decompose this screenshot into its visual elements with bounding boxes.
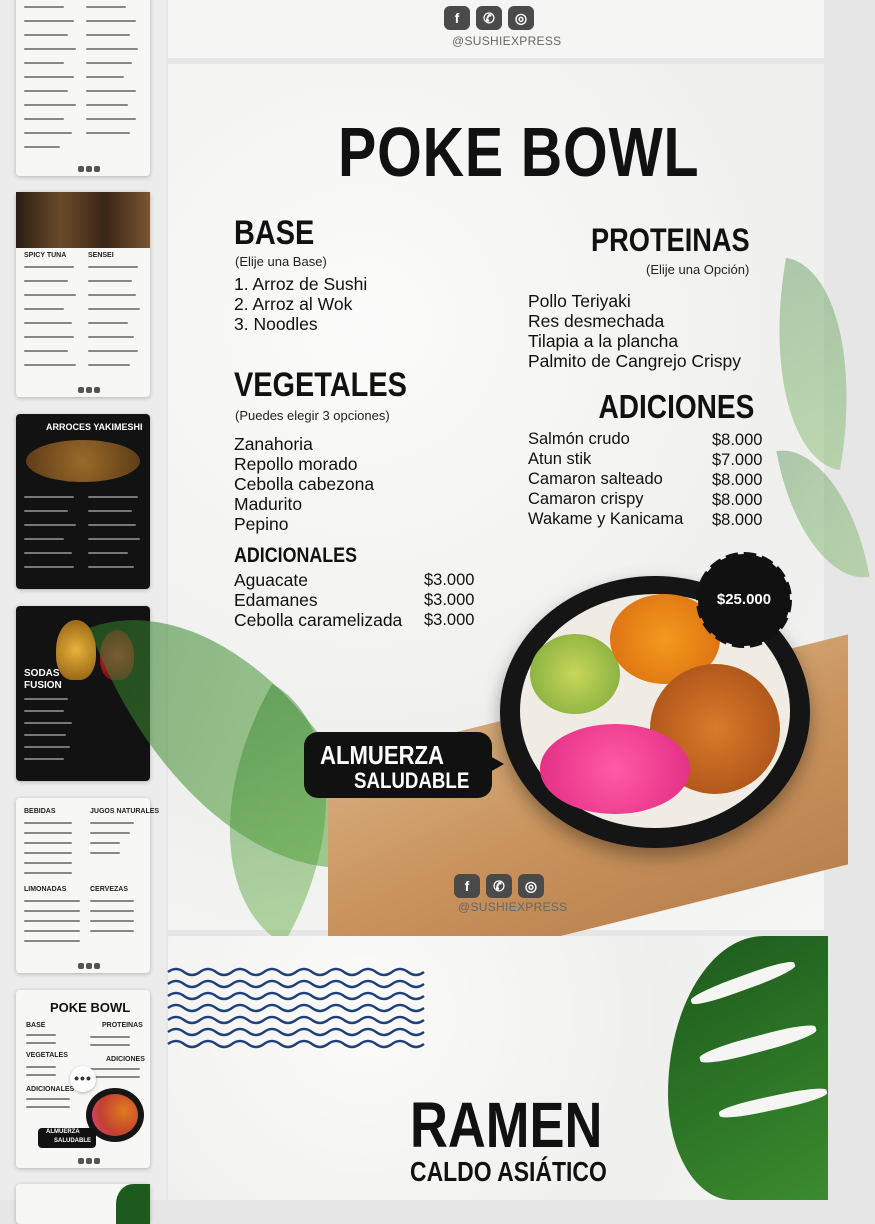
price-badge: $25.000 xyxy=(704,560,784,640)
promo-line: ALMUERZA xyxy=(320,740,444,770)
section-heading-adiciones: ADICIONES xyxy=(598,388,754,425)
thumbnail-social-icons xyxy=(78,1158,100,1164)
thumbnail-heading: CERVEZAS xyxy=(90,886,128,893)
thumbnail-heading: ADICIONES xyxy=(106,1056,145,1063)
addition-name: Salmón crudo xyxy=(528,430,630,448)
thumbnail-page-1[interactable] xyxy=(16,0,150,176)
social-handle: @SUSHIEXPRESS xyxy=(458,900,568,914)
page-previous-footer xyxy=(168,0,824,58)
addition-price: $8.000 xyxy=(712,431,763,449)
vegetable-item: Repollo morado xyxy=(234,454,358,474)
addition-name: Camaron crispy xyxy=(528,490,644,508)
protein-item: Palmito de Cangrejo Crispy xyxy=(528,351,742,371)
addition-price: $8.000 xyxy=(712,471,763,489)
more-options-button[interactable]: ••• xyxy=(70,1066,96,1092)
thumbnail-title: SODAS xyxy=(24,668,60,679)
page-subtitle: CALDO ASIÁTICO xyxy=(410,1156,607,1187)
thumbnail-promo: SALUDABLE xyxy=(54,1138,91,1144)
thumbnail-heading: ADICIONALES xyxy=(26,1086,75,1093)
instagram-icon[interactable]: ◎ xyxy=(518,874,544,898)
thumbnail-photo xyxy=(26,440,140,482)
thumbnail-page-5[interactable] xyxy=(16,798,160,973)
addition-price: $7.000 xyxy=(712,451,763,469)
extra-price: $3.000 xyxy=(424,611,475,629)
section-heading-adicionales: ADICIONALES xyxy=(234,544,357,567)
thumbnail-title: FUSION xyxy=(24,680,62,691)
social-icons xyxy=(444,6,534,30)
addition-name: Atun stik xyxy=(528,450,592,468)
thumbnail-sidebar[interactable] xyxy=(0,0,166,1200)
protein-item: Pollo Teriyaki xyxy=(528,291,631,311)
whatsapp-icon[interactable]: ✆ xyxy=(486,874,512,898)
addition-price: $8.000 xyxy=(712,511,763,529)
thumbnail-photo xyxy=(16,192,150,248)
thumbnail-heading: SPICY TUNA xyxy=(24,252,67,259)
page-title: POKE BOWL xyxy=(338,113,700,191)
extra-price: $3.000 xyxy=(424,591,475,609)
extra-name: Aguacate xyxy=(234,570,308,590)
monstera-leaf-decoration xyxy=(668,936,828,1200)
vegetable-item: Zanahoria xyxy=(234,434,313,454)
social-handle: @SUSHIEXPRESS xyxy=(452,34,562,48)
extra-name: Cebolla caramelizada xyxy=(234,610,403,630)
section-subtitle: (Elije una Base) xyxy=(235,254,327,269)
thumbnail-social-icons xyxy=(78,166,100,172)
section-subtitle: (Puedes elegir 3 opciones) xyxy=(235,408,390,423)
social-icons xyxy=(454,874,544,898)
protein-item: Tilapia a la plancha xyxy=(528,331,679,351)
thumbnail-heading: LIMONADAS xyxy=(24,886,67,893)
thumbnail-social-icons xyxy=(78,387,100,393)
vegetable-item: Madurito xyxy=(234,494,303,514)
vegetable-item: Cebolla cabezona xyxy=(234,474,375,494)
addition-name: Camaron salteado xyxy=(528,470,663,488)
extra-price: $3.000 xyxy=(424,571,475,589)
base-item: 1. Arroz de Sushi xyxy=(234,274,368,294)
base-item: 3. Noodles xyxy=(234,314,318,334)
facebook-icon[interactable]: f xyxy=(444,6,470,30)
leaf-decoration xyxy=(751,258,874,471)
thumbnail-page-7[interactable] xyxy=(16,1184,150,1224)
page-poke-bowl xyxy=(168,64,824,930)
vegetable-item: Pepino xyxy=(234,514,289,534)
thumbnail-heading: JUGOS NATURALES xyxy=(90,808,160,815)
instagram-icon[interactable]: ◎ xyxy=(508,6,534,30)
thumbnail-heading: BASE xyxy=(26,1022,46,1029)
thumbnail-heading: VEGETALES xyxy=(26,1052,68,1059)
thumbnail-title: POKE BOWL xyxy=(50,1000,131,1015)
whatsapp-icon[interactable]: ✆ xyxy=(476,6,502,30)
addition-price: $8.000 xyxy=(712,491,763,509)
thumbnail-heading: SENSEI xyxy=(88,252,114,259)
thumbnail-title: ARROCES YAKIMESHI xyxy=(46,422,143,432)
base-item: 2. Arroz al Wok xyxy=(234,294,353,314)
section-heading-proteinas: PROTEINAS xyxy=(591,222,750,258)
section-heading-vegetales: VEGETALES xyxy=(234,366,407,404)
section-subtitle: (Elije una Opción) xyxy=(646,262,750,277)
addition-name: Wakame y Kanicama xyxy=(528,510,684,528)
thumbnail-page-2[interactable] xyxy=(16,192,150,397)
promo-bubble xyxy=(304,732,492,798)
protein-item: Res desmechada xyxy=(528,311,665,331)
thumbnail-social-icons xyxy=(78,963,100,969)
page-ramen xyxy=(168,936,824,1200)
page-viewer[interactable] xyxy=(168,0,827,1200)
thumbnail-page-3[interactable] xyxy=(16,414,150,589)
promo-line: SALUDABLE xyxy=(354,768,470,793)
extra-name: Edamanes xyxy=(234,590,318,610)
page-title: RAMEN xyxy=(410,1089,603,1161)
section-heading-base: BASE xyxy=(234,214,315,252)
thumbnail-heading: BEBIDAS xyxy=(24,808,56,815)
waves-decoration xyxy=(168,966,424,1050)
thumbnail-promo: ALMUERZA xyxy=(46,1129,80,1135)
thumbnail-heading: PROTEINAS xyxy=(102,1022,143,1029)
facebook-icon[interactable]: f xyxy=(454,874,480,898)
